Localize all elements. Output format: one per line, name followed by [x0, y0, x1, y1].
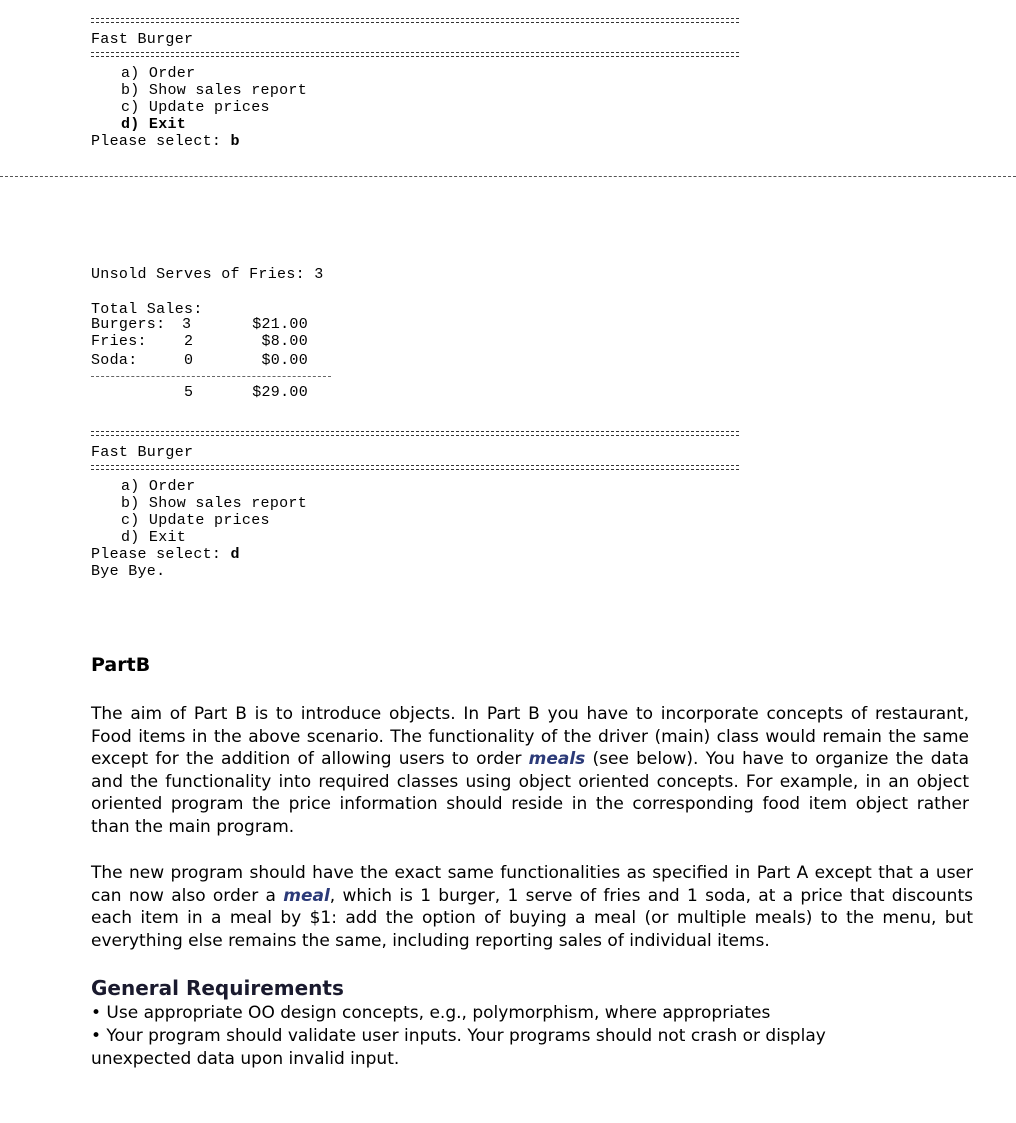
- console-rule: [91, 15, 739, 26]
- console-title: Fast Burger: [91, 31, 194, 48]
- unsold-fries: Unsold Serves of Fries: 3: [91, 266, 324, 283]
- text-run: The new program should have the exact same functionalities as specified in Part A except that a user can now also order a: [91, 863, 973, 906]
- requirements-heading: General Requirements: [91, 976, 344, 1000]
- emphasis-meals: meals: [528, 749, 586, 769]
- menu-option-report: b) Show sales report: [121, 495, 308, 512]
- partb-heading: PartB: [91, 654, 151, 676]
- report-row-qty: 2: [184, 333, 194, 350]
- requirement-bullet: • Your program should validate user inputs. Your programs should not crash or display: [91, 1026, 826, 1046]
- report-row-label: Soda:: [91, 352, 138, 369]
- menu-option-exit: d) Exit: [121, 529, 187, 546]
- menu-option-exit: d) Exit: [121, 116, 187, 133]
- prompt-selection: b: [230, 133, 240, 150]
- report-row-amount: $21.00: [252, 316, 308, 333]
- requirement-bullet: • Use appropriate OO design concepts, e.g., polymorphism, where appropriates: [91, 1003, 771, 1023]
- total-sales-label: Total Sales:: [91, 301, 203, 318]
- total-amount: $29.00: [252, 384, 308, 401]
- emphasis-meal: meal: [283, 885, 330, 906]
- console-rule: [91, 49, 739, 60]
- menu-option-update: c) Update prices: [121, 99, 270, 116]
- prompt-selection: d: [230, 546, 240, 563]
- prompt-text: Please select:: [91, 133, 231, 150]
- text-run: The aim of Part B is to introduce objects. In Part B you have to incorporate concepts of restaurant, Food items in the above scenario. The functionality of the driver (main) class would remain the same except for the addition of allowing users to order: [91, 704, 969, 769]
- report-row-label: Fries:: [91, 333, 147, 350]
- report-row-amount: $0.00: [261, 352, 308, 369]
- section-divider: [0, 176, 1016, 177]
- text-run: , which is 1 burger, 1 serve of fries and 1 soda, at a price that discounts each item in a meal by $1: add the option of buying a meal (or multiple meals) to the menu, but everything else remains the same, including reporting sales of individual items.: [91, 885, 973, 951]
- select-prompt: [91, 133, 240, 150]
- bye-message: Bye Bye.: [91, 563, 166, 580]
- partb-paragraph-2: [91, 862, 973, 952]
- select-prompt: [91, 546, 240, 563]
- report-row-qty: 3: [182, 316, 192, 333]
- partb-paragraph-1: [91, 703, 969, 838]
- text-run: (see below). You have to organize the data and the functionality into required classes using object oriented concepts. For example, in an object oriented program the price information should reside in the corresponding food item object rather than the main program.: [91, 749, 970, 837]
- menu-option-order: a) Order: [121, 478, 196, 495]
- requirement-bullet-continued: unexpected data upon invalid input.: [91, 1049, 400, 1069]
- prompt-text: Please select:: [91, 546, 231, 563]
- report-row-amount: $8.00: [261, 333, 308, 350]
- report-row-qty: 0: [184, 352, 194, 369]
- report-row-label: Burgers:: [91, 316, 166, 333]
- total-divider: [91, 376, 331, 377]
- menu-option-order: a) Order: [121, 65, 196, 82]
- menu-option-update: c) Update prices: [121, 512, 270, 529]
- menu-option-report: b) Show sales report: [121, 82, 308, 99]
- total-qty: 5: [184, 384, 194, 401]
- console-title: Fast Burger: [91, 444, 194, 461]
- console-rule: [91, 462, 739, 473]
- console-rule: [91, 428, 739, 439]
